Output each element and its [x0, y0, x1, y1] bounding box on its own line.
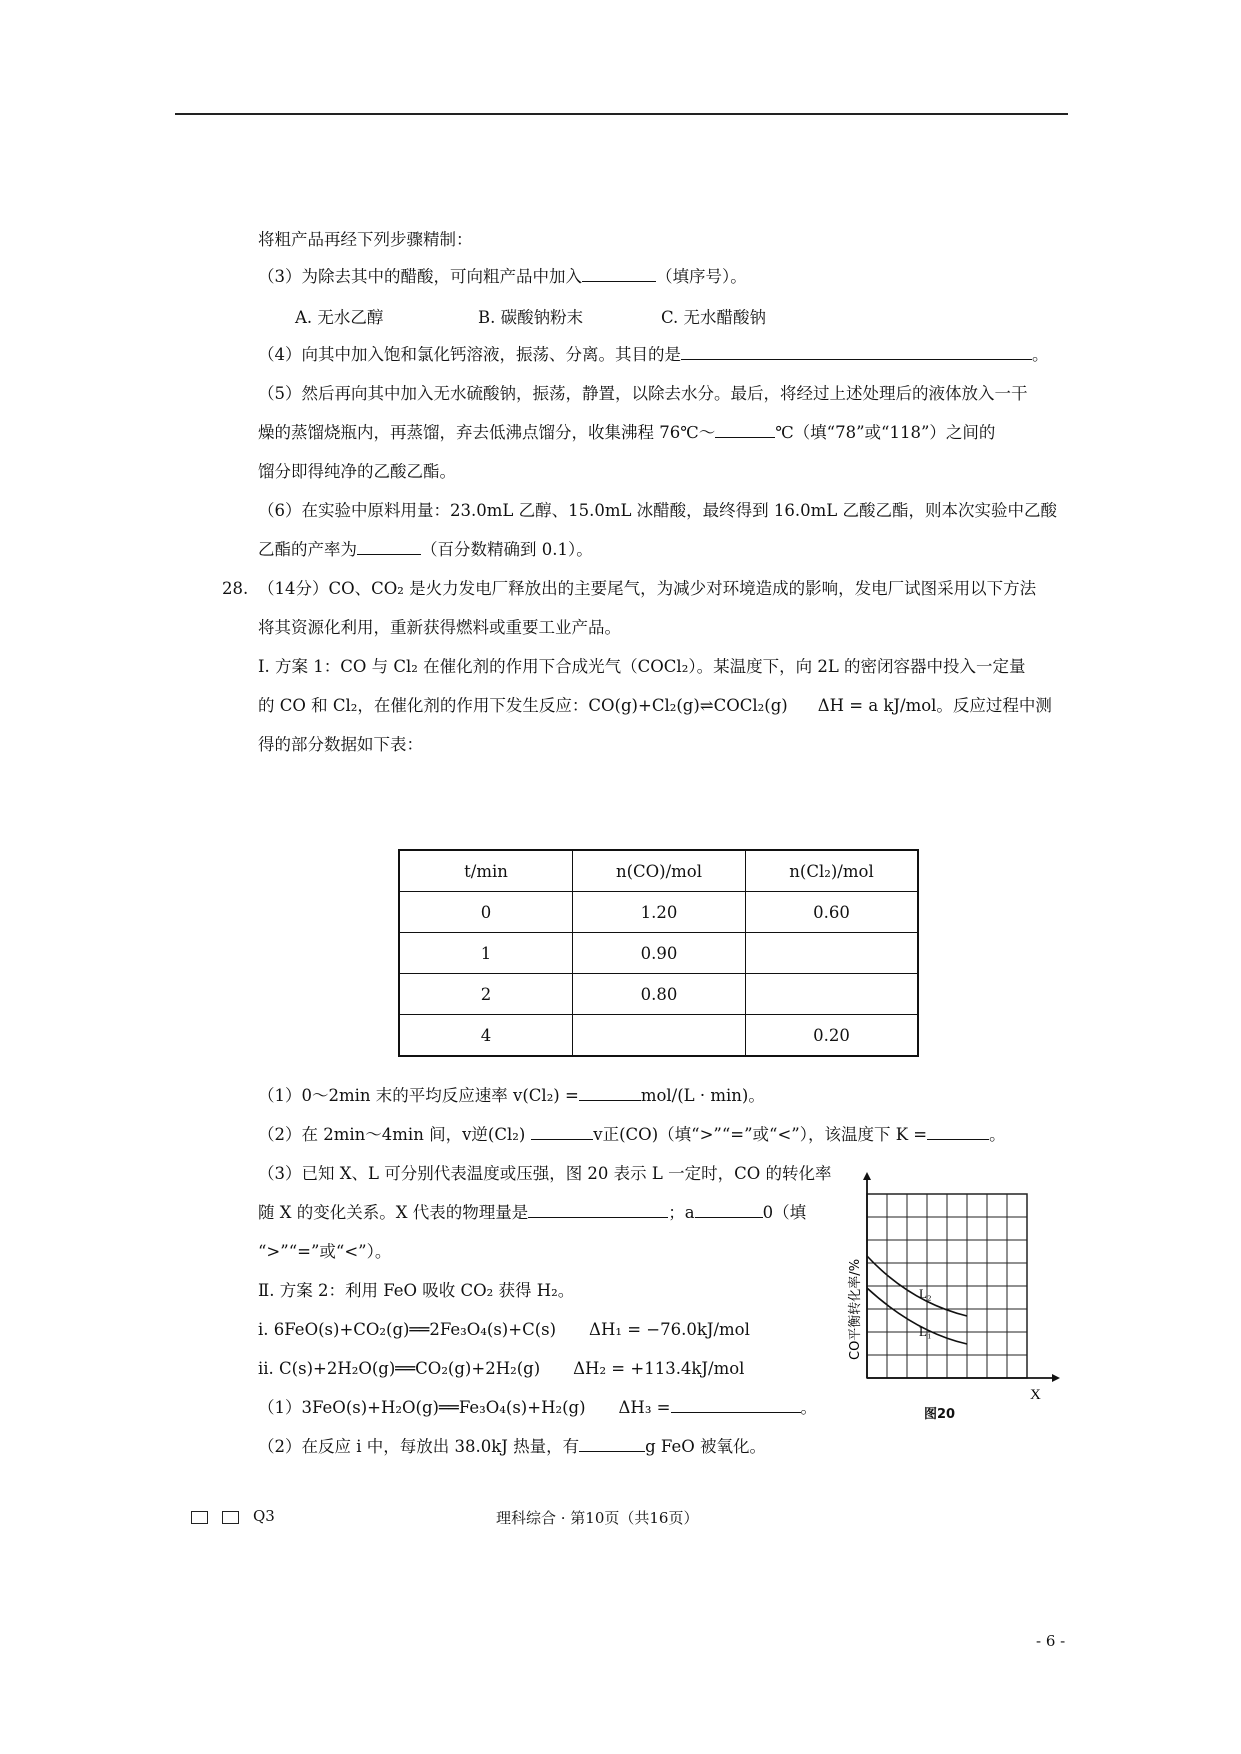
part-1: （1）0～2min 末的平均反应速率 v(Cl₂) = mol/(L · min)。	[258, 1086, 765, 1105]
table-cell: 1.20	[573, 892, 746, 933]
answer-blank[interactable]	[531, 1123, 593, 1140]
option-c: C. 无水醋酸钠	[661, 308, 767, 327]
square-icon	[191, 1511, 208, 1524]
table-cell: 2	[399, 974, 573, 1015]
page-number: - 6 -	[1036, 1632, 1066, 1650]
intro-line: 将粗产品再经下列步骤精制：	[258, 230, 473, 249]
question-5-line1: （5）然后再向其中加入无水硫酸钠，振荡，静置，以除去水分。最后，将经过上述处理后的液体放入一干	[258, 384, 1028, 403]
data-table	[398, 849, 919, 1057]
table-header: n(Cl₂)/mol	[746, 850, 919, 892]
question-28-line2: 将其资源化利用，重新获得燃料或重要工业产品。	[258, 618, 621, 637]
question-6-line2: 乙酯的产率为 （百分数精确到 0.1）。	[258, 540, 593, 559]
footer-code: Q3	[191, 1507, 275, 1525]
table-row	[399, 1015, 918, 1057]
question-5-line3: 馏分即得纯净的乙酸乙酯。	[258, 462, 456, 481]
option-b: B. 碳酸钠粉末	[478, 308, 584, 327]
table-row	[399, 933, 918, 974]
curve-label-l2: L₂	[919, 1286, 932, 1301]
table-row	[399, 892, 918, 933]
scheme-1-line1: Ⅰ. 方案 1：CO 与 Cl₂ 在催化剂的作用下合成光气（COCl₂）。某温度下，向 2L 的密闭容器中投入一定量	[258, 657, 1026, 676]
question-28-number: 28.	[222, 579, 249, 598]
table-cell: 0	[399, 892, 573, 933]
reaction-part-1: （1）3FeO(s)+H₂O(g)══Fe₃O₄(s)+H₂(g) ΔH₃ = 。	[258, 1398, 817, 1417]
question-28-line1: （14分）CO、CO₂ 是火力发电厂释放出的主要尾气，为减少对环境造成的影响，发电厂试图采用以下方法	[258, 579, 1037, 598]
reaction-ii: ⅱ. C(s)+2H₂O(g)══CO₂(g)+2H₂(g) ΔH₂ = +113.4kJ/mol	[258, 1359, 745, 1378]
table-cell: 0.60	[746, 892, 919, 933]
square-icon	[222, 1511, 239, 1524]
answer-blank[interactable]	[579, 1084, 641, 1101]
question-3: （3）为除去其中的醋酸，可向粗产品中加入 （填序号）。	[258, 267, 747, 286]
answer-blank[interactable]	[681, 343, 1032, 360]
y-axis-arrow-icon	[863, 1172, 871, 1180]
table-cell	[746, 974, 919, 1015]
table-row	[399, 974, 918, 1015]
part-2: （2）在 2min～4min 间，v逆(Cl₂) v正(CO)（填“>”“=”或“<”），该温度下 K = 。	[258, 1125, 1006, 1144]
answer-blank[interactable]	[582, 265, 656, 282]
answer-blank[interactable]	[357, 538, 421, 555]
scheme-1-line2: 的 CO 和 Cl₂，在催化剂的作用下发生反应：CO(g)+Cl₂(g)⇌COCl₂(g) ΔH = a kJ/mol。反应过程中测	[258, 696, 1052, 715]
options-row	[295, 304, 844, 328]
reaction-part-2: （2）在反应 ⅰ 中，每放出 38.0kJ 热量，有 g FeO 被氧化。	[258, 1437, 766, 1456]
table-cell: 0.80	[573, 974, 746, 1015]
table-header-row	[399, 850, 918, 892]
part-3-line1: （3）已知 X、L 可分别代表温度或压强，图 20 表示 L 一定时，CO 的转化率	[258, 1164, 832, 1183]
answer-blank[interactable]	[695, 1201, 763, 1218]
x-axis-label: X	[1030, 1387, 1041, 1403]
table-cell: 0.20	[746, 1015, 919, 1057]
answer-blank[interactable]	[528, 1201, 668, 1218]
answer-blank[interactable]	[579, 1435, 645, 1452]
table-cell: 1	[399, 933, 573, 974]
chart-caption: 图20	[924, 1407, 956, 1422]
question-5-line2: 燥的蒸馏烧瓶内，再蒸馏，弃去低沸点馏分，收集沸程 76℃～ ℃（填“78”或“118”）之间的	[258, 423, 996, 442]
curve-label-l1: L₁	[919, 1324, 932, 1339]
part-3-line2: 随 X 的变化关系。X 代表的物理量是 ；a 0（填	[258, 1203, 807, 1222]
table-cell	[573, 1015, 746, 1057]
table-header: n(CO)/mol	[573, 850, 746, 892]
table-cell: 4	[399, 1015, 573, 1057]
table-cell	[746, 933, 919, 974]
y-axis-label: CO平衡转化率/%	[848, 1258, 863, 1360]
answer-blank[interactable]	[927, 1123, 989, 1140]
option-a: A. 无水乙醇	[295, 308, 384, 327]
header-rule	[175, 113, 1068, 115]
question-4: （4）向其中加入饱和氯化钙溶液，振荡、分离。其目的是 。	[258, 345, 1049, 364]
answer-blank[interactable]	[715, 421, 775, 438]
scheme-1-line3: 得的部分数据如下表：	[258, 735, 423, 754]
scheme-2: Ⅱ. 方案 2：利用 FeO 吸收 CO₂ 获得 H₂。	[258, 1281, 575, 1300]
part-3-line3: “>”“=”或“<”）。	[258, 1242, 392, 1261]
question-6-line1: （6）在实验中原料用量：23.0mL 乙醇、15.0mL 冰醋酸，最终得到 16.0mL 乙酸乙酯，则本次实验中乙酸	[258, 501, 1058, 520]
table-header: t/min	[399, 850, 573, 892]
reaction-i: ⅰ. 6FeO(s)+CO₂(g)══2Fe₃O₄(s)+C(s) ΔH₁ = −76.0kJ/mol	[258, 1320, 750, 1339]
conversion-chart	[850, 1170, 1070, 1405]
answer-blank[interactable]	[671, 1396, 801, 1413]
chart-grid	[867, 1194, 1027, 1378]
x-axis-arrow-icon	[1052, 1374, 1060, 1382]
table-cell: 0.90	[573, 933, 746, 974]
footer-page-info: 理科综合 · 第10页（共16页）	[496, 1509, 699, 1527]
